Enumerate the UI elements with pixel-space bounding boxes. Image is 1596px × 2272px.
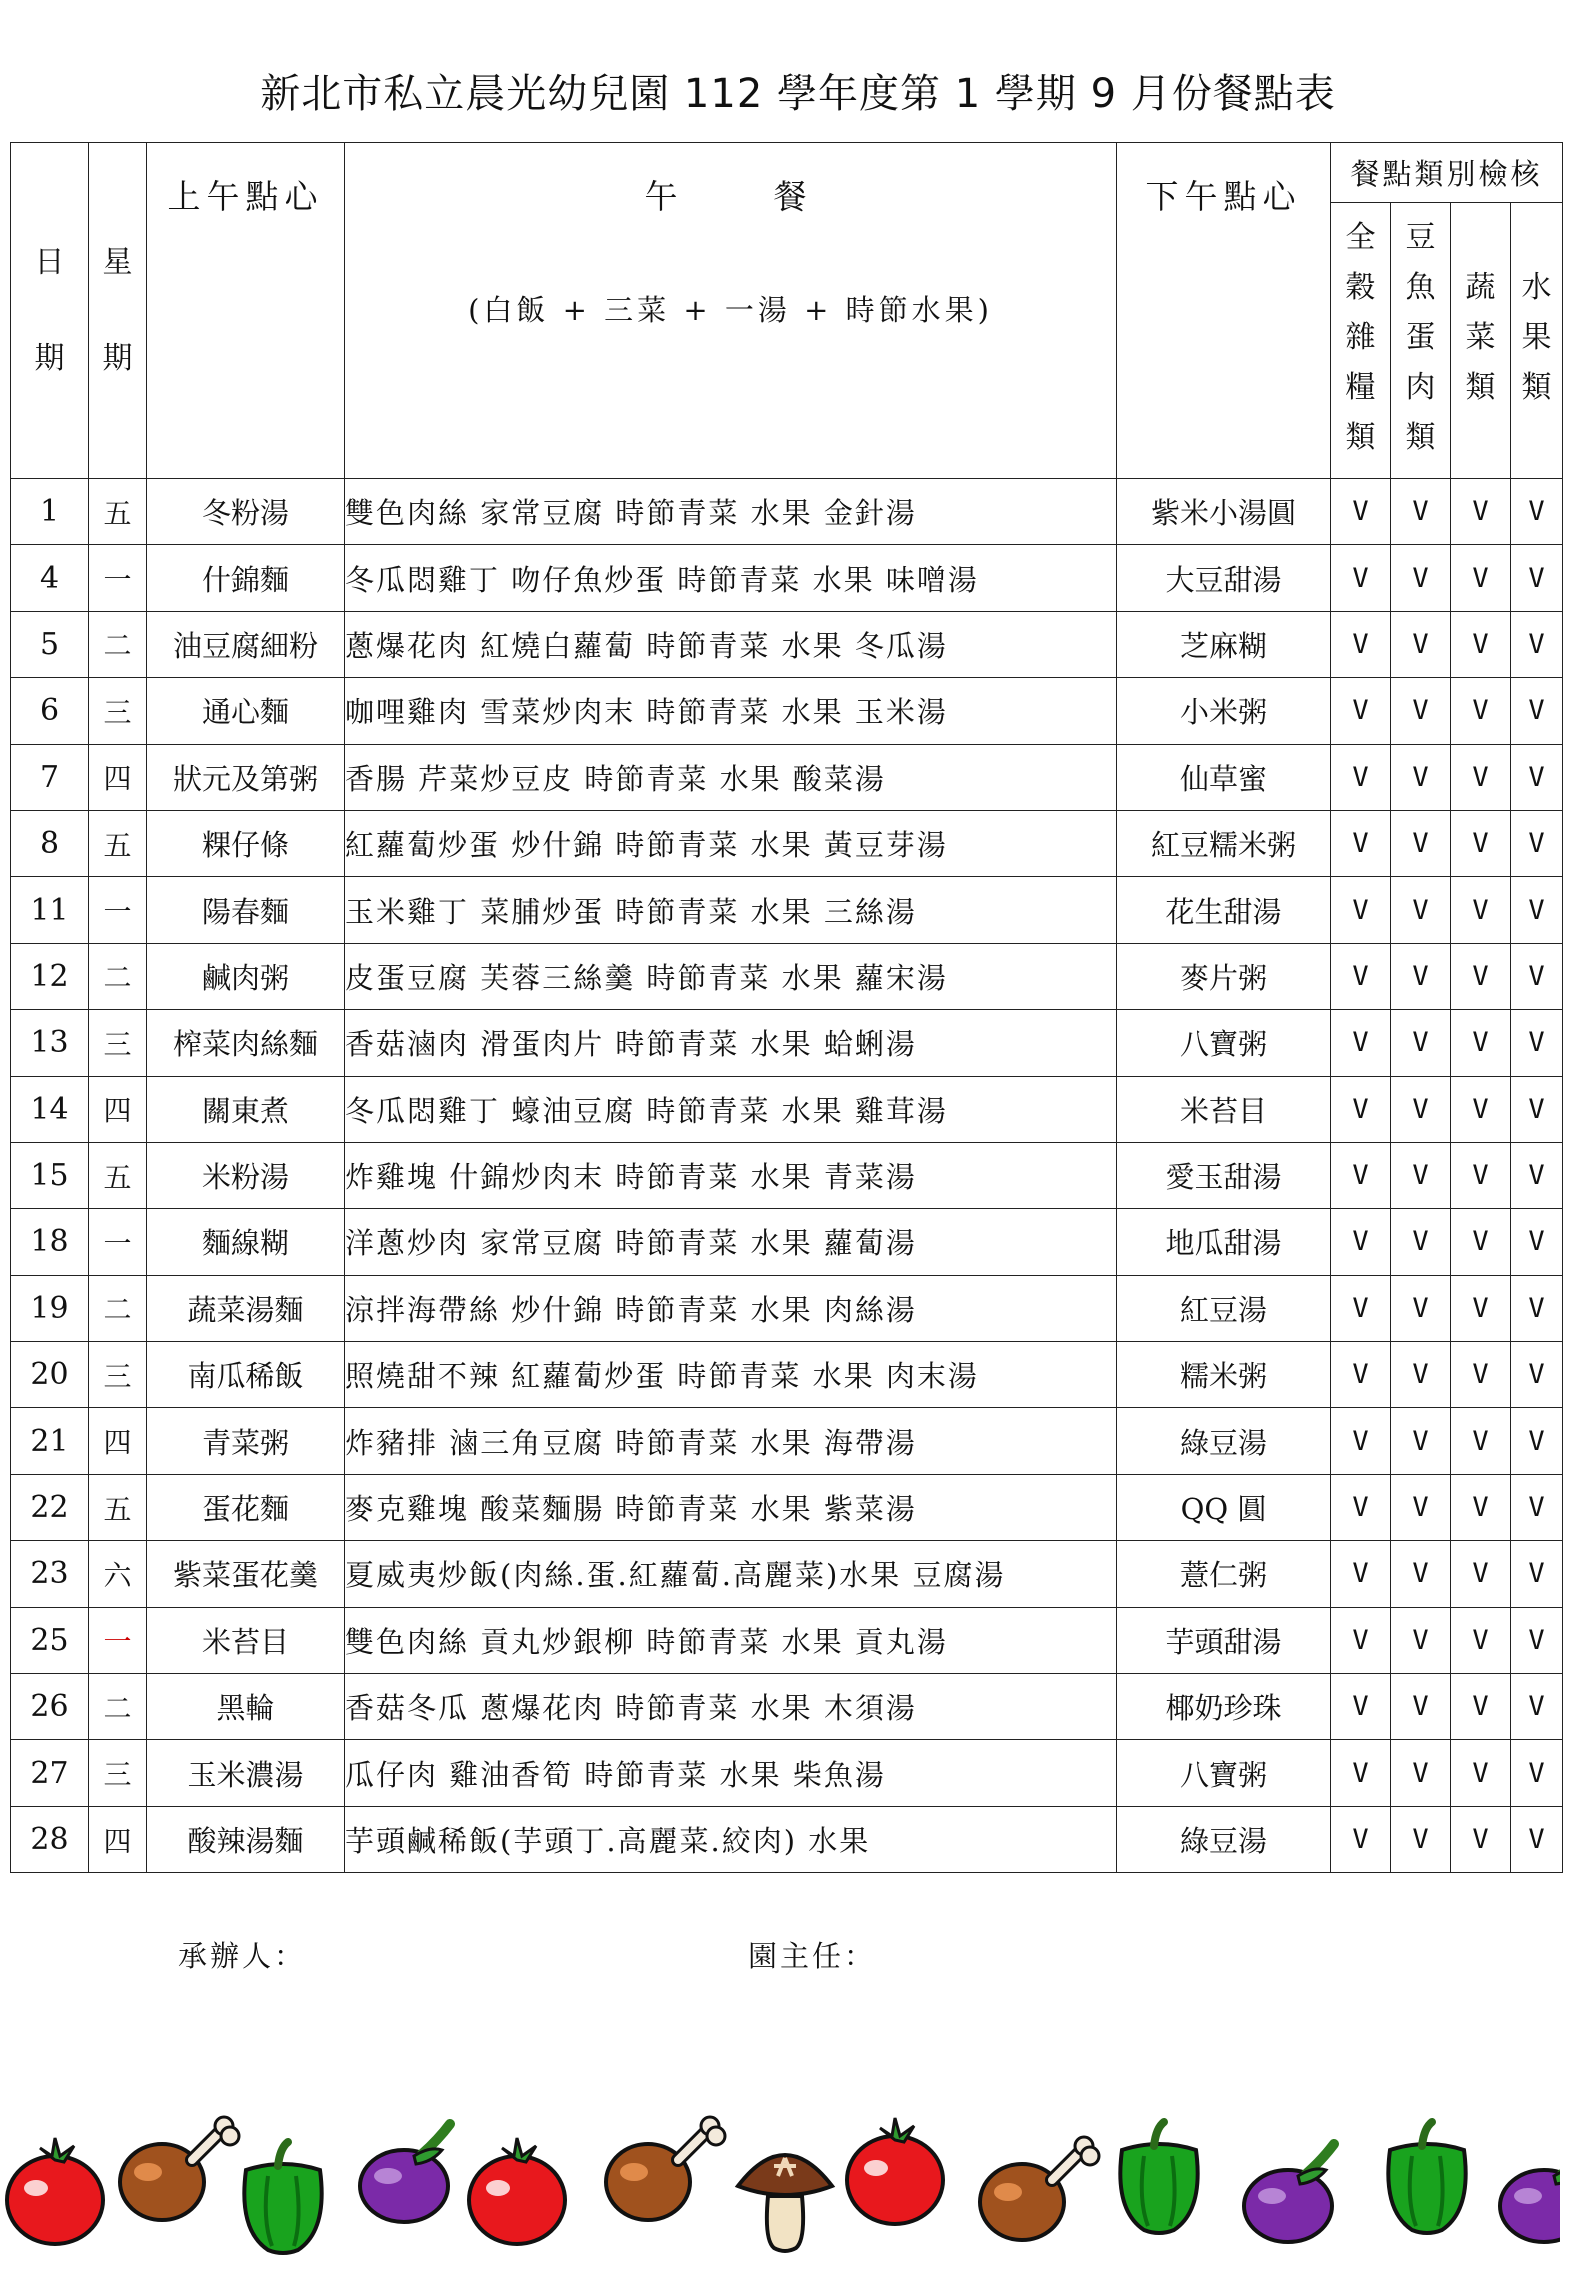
table-row bbox=[11, 1474, 1563, 1540]
afternoon-snack-cell: 八寶粥 bbox=[1117, 1010, 1331, 1076]
check-mark-cell: V bbox=[1511, 1142, 1563, 1208]
morning-snack-cell: 蛋花麵 bbox=[147, 1474, 345, 1540]
date-cell: 26 bbox=[11, 1674, 89, 1740]
morning-snack-cell: 米苔目 bbox=[147, 1607, 345, 1673]
check-mark-cell: V bbox=[1451, 611, 1511, 677]
check-mark-cell: V bbox=[1391, 1209, 1451, 1275]
check-mark-cell: V bbox=[1331, 545, 1391, 611]
date-cell: 25 bbox=[11, 1607, 89, 1673]
afternoon-snack-cell: QQ 圓 bbox=[1117, 1474, 1331, 1540]
weekday-cell: 一 bbox=[89, 877, 147, 943]
afternoon-snack-cell: 小米粥 bbox=[1117, 678, 1331, 744]
afternoon-snack-cell: 地瓜甜湯 bbox=[1117, 1209, 1331, 1275]
date-cell: 13 bbox=[11, 1010, 89, 1076]
eggplant-icon bbox=[352, 2110, 462, 2234]
check-mark-cell: V bbox=[1451, 1674, 1511, 1740]
check-mark-cell: V bbox=[1331, 1806, 1391, 1872]
morning-snack-cell: 陽春麵 bbox=[147, 877, 345, 943]
check-mark-cell: V bbox=[1331, 877, 1391, 943]
check-mark-cell: V bbox=[1391, 1142, 1451, 1208]
check-mark-cell: V bbox=[1511, 1408, 1563, 1474]
check-mark-cell: V bbox=[1391, 1541, 1451, 1607]
header-date-bottom: 期 bbox=[34, 340, 65, 376]
morning-snack-cell: 青菜粥 bbox=[147, 1408, 345, 1474]
morning-snack-cell: 油豆腐細粉 bbox=[147, 611, 345, 677]
check-mark-cell: V bbox=[1331, 1275, 1391, 1341]
drumstick-icon bbox=[598, 2110, 728, 2234]
check-mark-cell: V bbox=[1511, 1607, 1563, 1673]
lunch-cell: 香菇冬瓜 蔥爆花肉 時節青菜 水果 木須湯 bbox=[345, 1674, 1117, 1740]
date-cell: 1 bbox=[11, 479, 89, 545]
check-mark-cell: V bbox=[1511, 1342, 1563, 1408]
check-protein-char: 豆 bbox=[1405, 220, 1436, 255]
check-fruit-char: 果 bbox=[1521, 320, 1552, 355]
check-mark-cell: V bbox=[1511, 1674, 1563, 1740]
weekday-cell: 一 bbox=[89, 1607, 147, 1673]
date-cell: 12 bbox=[11, 943, 89, 1009]
check-mark-cell: V bbox=[1451, 1607, 1511, 1673]
check-mark-cell: V bbox=[1391, 744, 1451, 810]
table-row bbox=[11, 1541, 1563, 1607]
check-grain-char: 類 bbox=[1345, 420, 1376, 455]
check-mark-cell: V bbox=[1391, 1806, 1451, 1872]
check-mark-cell: V bbox=[1391, 1076, 1451, 1142]
table-row bbox=[11, 611, 1563, 677]
tomato-icon bbox=[840, 2110, 950, 2234]
header-check-fruit bbox=[1511, 203, 1563, 479]
header-weekday-top: 星 bbox=[102, 244, 133, 280]
check-mark-cell: V bbox=[1391, 1740, 1451, 1806]
afternoon-snack-cell: 薏仁粥 bbox=[1117, 1541, 1331, 1607]
weekday-cell: 三 bbox=[89, 1342, 147, 1408]
afternoon-snack-cell: 芋頭甜湯 bbox=[1117, 1607, 1331, 1673]
check-mark-cell: V bbox=[1451, 678, 1511, 744]
lunch-cell: 玉米雞丁 菜脯炒蛋 時節青菜 水果 三絲湯 bbox=[345, 877, 1117, 943]
check-mark-cell: V bbox=[1451, 1142, 1511, 1208]
check-mark-cell: V bbox=[1391, 810, 1451, 876]
check-mark-cell: V bbox=[1391, 1342, 1451, 1408]
check-mark-cell: V bbox=[1511, 810, 1563, 876]
check-protein-char: 類 bbox=[1405, 420, 1436, 455]
check-mark-cell: V bbox=[1331, 1541, 1391, 1607]
check-mark-cell: V bbox=[1511, 1076, 1563, 1142]
check-mark-cell: V bbox=[1451, 1275, 1511, 1341]
morning-snack-cell: 粿仔條 bbox=[147, 810, 345, 876]
table-row bbox=[11, 943, 1563, 1009]
morning-snack-cell: 關東煮 bbox=[147, 1076, 345, 1142]
weekday-cell: 二 bbox=[89, 1275, 147, 1341]
check-grain-char: 雜 bbox=[1345, 320, 1376, 355]
check-mark-cell: V bbox=[1511, 1209, 1563, 1275]
check-mark-cell: V bbox=[1391, 545, 1451, 611]
date-cell: 4 bbox=[11, 545, 89, 611]
afternoon-snack-cell: 糯米粥 bbox=[1117, 1342, 1331, 1408]
weekday-cell: 四 bbox=[89, 1076, 147, 1142]
check-grain-char: 糧 bbox=[1345, 370, 1376, 405]
date-cell: 19 bbox=[11, 1275, 89, 1341]
header-check-protein bbox=[1391, 203, 1451, 479]
check-mark-cell: V bbox=[1451, 1408, 1511, 1474]
morning-snack-cell: 麵線糊 bbox=[147, 1209, 345, 1275]
weekday-cell: 五 bbox=[89, 810, 147, 876]
table-row bbox=[11, 1010, 1563, 1076]
header-weekday-bottom: 期 bbox=[102, 340, 133, 376]
lunch-cell: 雙色肉絲 貢丸炒銀柳 時節青菜 水果 貢丸湯 bbox=[345, 1607, 1117, 1673]
table-row bbox=[11, 479, 1563, 545]
check-mark-cell: V bbox=[1511, 611, 1563, 677]
afternoon-snack-cell: 紅豆湯 bbox=[1117, 1275, 1331, 1341]
lunch-cell: 香腸 芹菜炒豆皮 時節青菜 水果 酸菜湯 bbox=[345, 744, 1117, 810]
lunch-cell: 瓜仔肉 雞油香筍 時節青菜 水果 柴魚湯 bbox=[345, 1740, 1117, 1806]
header-lunch bbox=[345, 143, 1117, 479]
afternoon-snack-cell: 愛玉甜湯 bbox=[1117, 1142, 1331, 1208]
mushroom-icon bbox=[730, 2130, 840, 2264]
afternoon-snack-cell: 米苔目 bbox=[1117, 1076, 1331, 1142]
afternoon-snack-cell: 椰奶珍珠 bbox=[1117, 1674, 1331, 1740]
header-weekday bbox=[89, 143, 147, 479]
check-mark-cell: V bbox=[1511, 1541, 1563, 1607]
weekday-cell: 六 bbox=[89, 1541, 147, 1607]
header-afternoon-snack bbox=[1117, 143, 1331, 479]
lunch-cell: 皮蛋豆腐 芙蓉三絲羹 時節青菜 水果 蘿宋湯 bbox=[345, 943, 1117, 1009]
check-mark-cell: V bbox=[1391, 877, 1451, 943]
check-protein-char: 魚 bbox=[1405, 270, 1436, 305]
check-fruit-char: 類 bbox=[1521, 370, 1552, 405]
date-cell: 14 bbox=[11, 1076, 89, 1142]
header-date-top: 日 bbox=[34, 244, 65, 280]
check-mark-cell: V bbox=[1451, 545, 1511, 611]
date-cell: 20 bbox=[11, 1342, 89, 1408]
check-vegetable-char: 類 bbox=[1465, 370, 1496, 405]
weekday-cell: 三 bbox=[89, 1740, 147, 1806]
date-cell: 27 bbox=[11, 1740, 89, 1806]
table-row bbox=[11, 1275, 1563, 1341]
morning-snack-cell: 玉米濃湯 bbox=[147, 1740, 345, 1806]
green-pepper-icon bbox=[1104, 2110, 1214, 2244]
check-mark-cell: V bbox=[1451, 943, 1511, 1009]
check-mark-cell: V bbox=[1451, 1740, 1511, 1806]
date-cell: 28 bbox=[11, 1806, 89, 1872]
lunch-cell: 照燒甜不辣 紅蘿蔔炒蛋 時節青菜 水果 肉末湯 bbox=[345, 1342, 1117, 1408]
check-mark-cell: V bbox=[1391, 479, 1451, 545]
header-date bbox=[11, 143, 89, 479]
check-mark-cell: V bbox=[1451, 1010, 1511, 1076]
lunch-cell: 咖哩雞肉 雪菜炒肉末 時節青菜 水果 玉米湯 bbox=[345, 678, 1117, 744]
check-mark-cell: V bbox=[1331, 1740, 1391, 1806]
check-mark-cell: V bbox=[1391, 611, 1451, 677]
morning-snack-cell: 冬粉湯 bbox=[147, 479, 345, 545]
date-cell: 11 bbox=[11, 877, 89, 943]
morning-snack-cell: 通心麵 bbox=[147, 678, 345, 744]
handler-signature-label: 承辦人： bbox=[178, 1939, 307, 1973]
lunch-cell: 紅蘿蔔炒蛋 炒什錦 時節青菜 水果 黃豆芽湯 bbox=[345, 810, 1117, 876]
check-mark-cell: V bbox=[1451, 877, 1511, 943]
check-protein-char: 蛋 bbox=[1405, 320, 1436, 355]
afternoon-snack-cell: 花生甜湯 bbox=[1117, 877, 1331, 943]
check-mark-cell: V bbox=[1331, 1076, 1391, 1142]
table-row bbox=[11, 678, 1563, 744]
check-mark-cell: V bbox=[1391, 1674, 1451, 1740]
weekday-cell: 五 bbox=[89, 1142, 147, 1208]
drumstick-icon bbox=[972, 2130, 1102, 2254]
check-mark-cell: V bbox=[1331, 1607, 1391, 1673]
header-lunch-label: 午 餐 bbox=[644, 177, 817, 216]
header-check-vegetable bbox=[1451, 203, 1511, 479]
check-mark-cell: V bbox=[1391, 1275, 1451, 1341]
date-cell: 8 bbox=[11, 810, 89, 876]
check-mark-cell: V bbox=[1331, 1408, 1391, 1474]
table-row bbox=[11, 545, 1563, 611]
weekday-cell: 五 bbox=[89, 479, 147, 545]
lunch-cell: 炸豬排 滷三角豆腐 時節青菜 水果 海帶湯 bbox=[345, 1408, 1117, 1474]
header-morning-snack bbox=[147, 143, 345, 479]
check-mark-cell: V bbox=[1331, 1342, 1391, 1408]
afternoon-snack-cell: 大豆甜湯 bbox=[1117, 545, 1331, 611]
date-cell: 6 bbox=[11, 678, 89, 744]
table-row bbox=[11, 1740, 1563, 1806]
table-row bbox=[11, 1209, 1563, 1275]
table-row bbox=[11, 877, 1563, 943]
afternoon-snack-cell: 仙草蜜 bbox=[1117, 744, 1331, 810]
tomato-icon bbox=[462, 2130, 572, 2254]
lunch-cell: 香菇滷肉 滑蛋肉片 時節青菜 水果 蛤蜊湯 bbox=[345, 1010, 1117, 1076]
lunch-cell: 炸雞塊 什錦炒肉末 時節青菜 水果 青菜湯 bbox=[345, 1142, 1117, 1208]
green-pepper-icon bbox=[1372, 2110, 1482, 2244]
afternoon-snack-cell: 綠豆湯 bbox=[1117, 1408, 1331, 1474]
check-mark-cell: V bbox=[1391, 943, 1451, 1009]
header-afternoon-snack-label: 下午點心 bbox=[1145, 177, 1302, 216]
check-mark-cell: V bbox=[1511, 943, 1563, 1009]
afternoon-snack-cell: 八寶粥 bbox=[1117, 1740, 1331, 1806]
check-vegetable-char: 菜 bbox=[1465, 320, 1496, 355]
check-vegetable-char: 蔬 bbox=[1465, 270, 1496, 305]
check-mark-cell: V bbox=[1331, 744, 1391, 810]
morning-snack-cell: 鹹肉粥 bbox=[147, 943, 345, 1009]
check-mark-cell: V bbox=[1331, 479, 1391, 545]
check-mark-cell: V bbox=[1331, 678, 1391, 744]
header-morning-snack-label: 上午點心 bbox=[167, 177, 324, 216]
check-mark-cell: V bbox=[1331, 1474, 1391, 1540]
director-signature-label: 園主任： bbox=[748, 1939, 877, 1973]
eggplant-icon bbox=[1236, 2130, 1346, 2254]
lunch-cell: 蔥爆花肉 紅燒白蘿蔔 時節青菜 水果 冬瓜湯 bbox=[345, 611, 1117, 677]
morning-snack-cell: 什錦麵 bbox=[147, 545, 345, 611]
check-mark-cell: V bbox=[1331, 810, 1391, 876]
weekday-cell: 一 bbox=[89, 1209, 147, 1275]
morning-snack-cell: 榨菜肉絲麵 bbox=[147, 1010, 345, 1076]
page-title: 新北市私立晨光幼兒園 112 學年度第 1 學期 9 月份餐點表 bbox=[260, 71, 1336, 117]
check-mark-cell: V bbox=[1511, 545, 1563, 611]
check-mark-cell: V bbox=[1511, 678, 1563, 744]
weekday-cell: 四 bbox=[89, 744, 147, 810]
date-cell: 21 bbox=[11, 1408, 89, 1474]
check-mark-cell: V bbox=[1331, 943, 1391, 1009]
date-cell: 18 bbox=[11, 1209, 89, 1275]
food-decoration-strip bbox=[0, 2090, 1560, 2270]
weekday-cell: 二 bbox=[89, 611, 147, 677]
check-mark-cell: V bbox=[1331, 1010, 1391, 1076]
table-row bbox=[11, 1607, 1563, 1673]
lunch-cell: 夏威夷炒飯(肉絲.蛋.紅蘿蔔.高麗菜)水果 豆腐湯 bbox=[345, 1541, 1117, 1607]
green-pepper-icon bbox=[228, 2130, 338, 2264]
check-fruit-char: 水 bbox=[1521, 270, 1552, 305]
lunch-cell: 洋蔥炒肉 家常豆腐 時節青菜 水果 蘿蔔湯 bbox=[345, 1209, 1117, 1275]
morning-snack-cell: 酸辣湯麵 bbox=[147, 1806, 345, 1872]
lunch-cell: 涼拌海帶絲 炒什錦 時節青菜 水果 肉絲湯 bbox=[345, 1275, 1117, 1341]
date-cell: 15 bbox=[11, 1142, 89, 1208]
check-mark-cell: V bbox=[1391, 678, 1451, 744]
afternoon-snack-cell: 紫米小湯圓 bbox=[1117, 479, 1331, 545]
check-mark-cell: V bbox=[1451, 744, 1511, 810]
afternoon-snack-cell: 綠豆湯 bbox=[1117, 1806, 1331, 1872]
check-mark-cell: V bbox=[1391, 1474, 1451, 1540]
header-check-group: 餐點類別檢核 bbox=[1331, 143, 1563, 203]
check-mark-cell: V bbox=[1451, 1806, 1511, 1872]
check-mark-cell: V bbox=[1331, 611, 1391, 677]
morning-snack-cell: 米粉湯 bbox=[147, 1142, 345, 1208]
check-mark-cell: V bbox=[1451, 479, 1511, 545]
lunch-cell: 冬瓜悶雞丁 蠔油豆腐 時節青菜 水果 雞茸湯 bbox=[345, 1076, 1117, 1142]
check-mark-cell: V bbox=[1391, 1408, 1451, 1474]
date-cell: 23 bbox=[11, 1541, 89, 1607]
weekday-cell: 二 bbox=[89, 1674, 147, 1740]
check-mark-cell: V bbox=[1451, 1342, 1511, 1408]
check-mark-cell: V bbox=[1511, 1740, 1563, 1806]
check-mark-cell: V bbox=[1451, 1541, 1511, 1607]
lunch-cell: 雙色肉絲 家常豆腐 時節青菜 水果 金針湯 bbox=[345, 479, 1117, 545]
afternoon-snack-cell: 麥片粥 bbox=[1117, 943, 1331, 1009]
weekday-cell: 二 bbox=[89, 943, 147, 1009]
check-mark-cell: V bbox=[1511, 877, 1563, 943]
check-mark-cell: V bbox=[1391, 1607, 1451, 1673]
header-lunch-note: (白飯 + 三菜 + 一湯 + 時節水果) bbox=[468, 293, 993, 327]
table-row bbox=[11, 1674, 1563, 1740]
check-mark-cell: V bbox=[1331, 1142, 1391, 1208]
lunch-cell: 麥克雞塊 酸菜麵腸 時節青菜 水果 紫菜湯 bbox=[345, 1474, 1117, 1540]
check-mark-cell: V bbox=[1511, 744, 1563, 810]
table-row bbox=[11, 744, 1563, 810]
table-row bbox=[11, 1408, 1563, 1474]
eggplant-icon bbox=[1492, 2130, 1560, 2254]
weekday-cell: 四 bbox=[89, 1806, 147, 1872]
weekday-cell: 四 bbox=[89, 1408, 147, 1474]
afternoon-snack-cell: 芝麻糊 bbox=[1117, 611, 1331, 677]
check-mark-cell: V bbox=[1451, 810, 1511, 876]
check-mark-cell: V bbox=[1451, 1474, 1511, 1540]
check-grain-char: 全 bbox=[1345, 220, 1376, 255]
check-mark-cell: V bbox=[1331, 1209, 1391, 1275]
table-row bbox=[11, 1142, 1563, 1208]
table-row bbox=[11, 1806, 1563, 1872]
table-row bbox=[11, 1076, 1563, 1142]
tomato-icon bbox=[0, 2130, 110, 2254]
table-row bbox=[11, 810, 1563, 876]
header-check-grain bbox=[1331, 203, 1391, 479]
check-grain-char: 穀 bbox=[1345, 270, 1376, 305]
check-mark-cell: V bbox=[1451, 1076, 1511, 1142]
check-mark-cell: V bbox=[1511, 1474, 1563, 1540]
date-cell: 7 bbox=[11, 744, 89, 810]
morning-snack-cell: 南瓜稀飯 bbox=[147, 1342, 345, 1408]
check-mark-cell: V bbox=[1511, 1275, 1563, 1341]
weekday-cell: 五 bbox=[89, 1474, 147, 1540]
table-row bbox=[11, 1342, 1563, 1408]
morning-snack-cell: 黑輪 bbox=[147, 1674, 345, 1740]
check-mark-cell: V bbox=[1391, 1010, 1451, 1076]
afternoon-snack-cell: 紅豆糯米粥 bbox=[1117, 810, 1331, 876]
morning-snack-cell: 紫菜蛋花羹 bbox=[147, 1541, 345, 1607]
morning-snack-cell: 狀元及第粥 bbox=[147, 744, 345, 810]
date-cell: 5 bbox=[11, 611, 89, 677]
lunch-cell: 冬瓜悶雞丁 吻仔魚炒蛋 時節青菜 水果 味噌湯 bbox=[345, 545, 1117, 611]
lunch-cell: 芋頭鹹稀飯(芋頭丁.高麗菜.絞肉) 水果 bbox=[345, 1806, 1117, 1872]
date-cell: 22 bbox=[11, 1474, 89, 1540]
weekday-cell: 三 bbox=[89, 678, 147, 744]
drumstick-icon bbox=[112, 2110, 242, 2234]
check-mark-cell: V bbox=[1331, 1674, 1391, 1740]
check-mark-cell: V bbox=[1511, 1010, 1563, 1076]
morning-snack-cell: 蔬菜湯麵 bbox=[147, 1275, 345, 1341]
weekday-cell: 三 bbox=[89, 1010, 147, 1076]
weekday-cell: 一 bbox=[89, 545, 147, 611]
check-protein-char: 肉 bbox=[1405, 370, 1436, 405]
check-mark-cell: V bbox=[1451, 1209, 1511, 1275]
check-mark-cell: V bbox=[1511, 479, 1563, 545]
check-mark-cell: V bbox=[1511, 1806, 1563, 1872]
meal-table bbox=[10, 142, 1563, 1873]
